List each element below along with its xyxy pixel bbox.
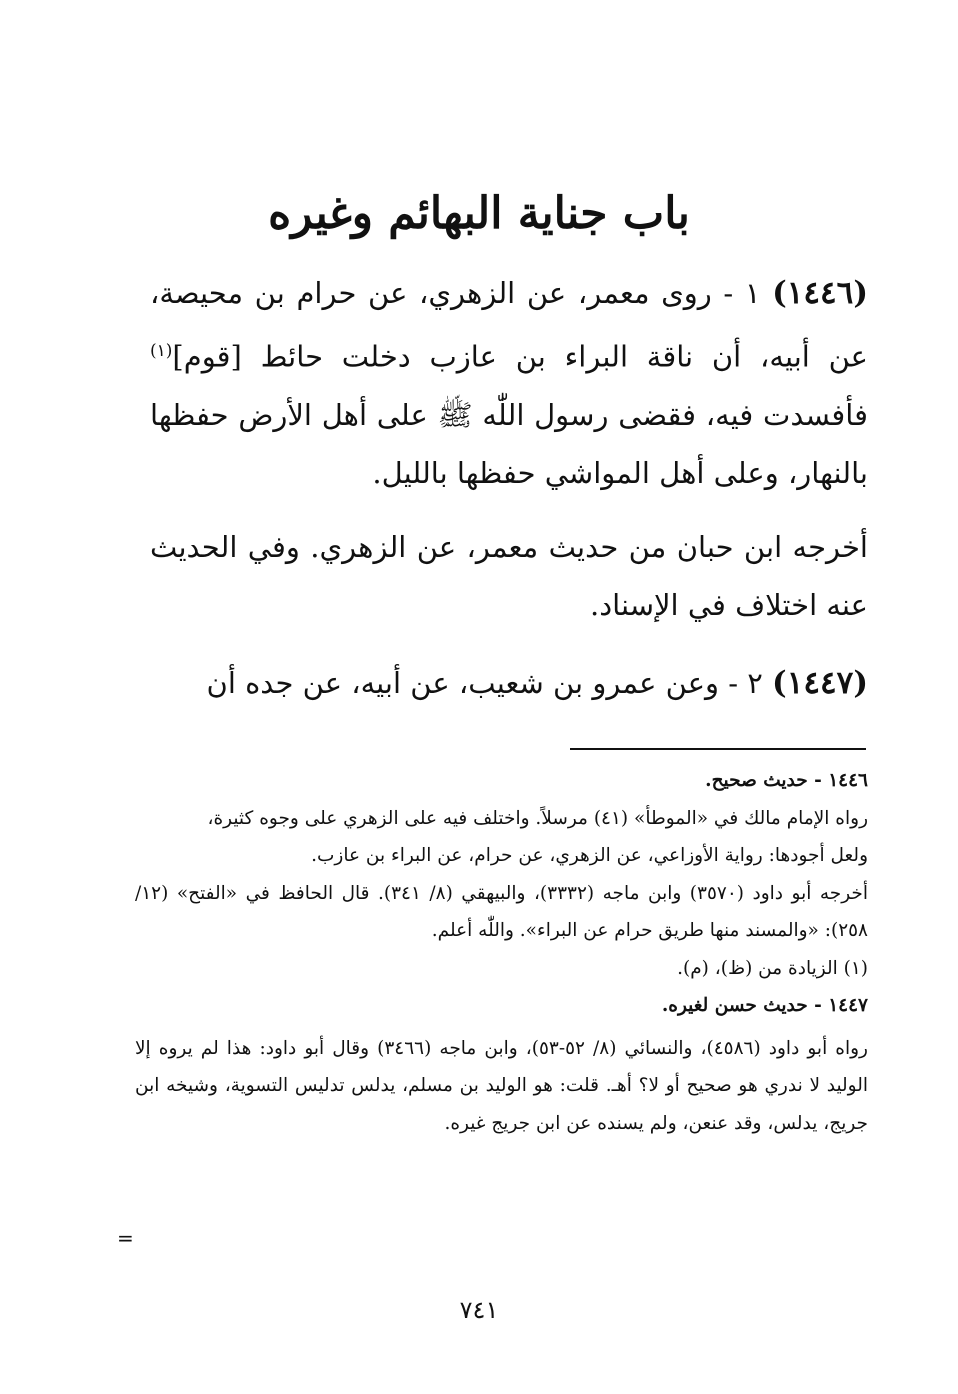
- chapter-title: باب جناية البهائم وغيره: [268, 188, 690, 239]
- hadith-number: (١٤٤٧): [772, 665, 868, 701]
- hadith-text: ١ - روى معمر، عن الزهري، عن حرام بن محيصة، عن أبيه، أن ناقة البراء بن عازب دخلت حائط [قوم]: [150, 276, 868, 374]
- page-number: ٧٤١: [459, 1296, 499, 1324]
- footnote-separator: [570, 748, 866, 750]
- footnote-1446-line: رواه الإمام مالك في «الموطأ» (٤١) مرسلاً. واختلف فيه على الزهري على وجوه كثيرة،: [207, 807, 868, 829]
- commentary-paragraph: أخرجه ابن حبان من حديث معمر، عن الزهري. وفي الحديث عنه اختلاف في الإسناد.: [150, 530, 868, 622]
- footnote-1446-line: أخرجه أبو داود (٣٥٧٠) وابن ماجه (٣٣٣٢)، والبيهقي (٨/ ٣٤١). قال الحافظ في «الفتح» (١٢/ ٢٥٨): «والمسند منها طريق حرام عن البراء». واللّٰه أعلم.: [135, 882, 868, 941]
- footnotes: [135, 762, 868, 1142]
- footnote-1447-heading: ١٤٤٧ - حديث حسن لغيره.: [661, 995, 868, 1016]
- footnote-1447-text: رواه أبو داود (٤٥٨٦)، والنسائي (٨/ ٥٢-٥٣)، وابن ماجه (٣٤٦٦) وقال أبو داود: هذا لم يروه إلا الوليد لا ندري هو صحيح أو لا؟ أهـ. قلت: هو الوليد بن مسلم، يدلس تدليس التسوية، وشيخه ابن جريج، يدلس، وقد عنعن، ولم يسنده عن ابن جريج غيره.: [135, 1037, 868, 1134]
- continuation-mark: =: [117, 1226, 134, 1250]
- hadith-text: ٢ - وعن عمرو بن شعيب، عن أبيه، عن جده أن: [206, 666, 773, 700]
- footnote-ref-1: (١) الزيادة من (ظ)، (م).: [677, 957, 868, 979]
- hadith-1446: [150, 264, 868, 502]
- footnote-1446-line: ولعل أجودها: رواية الأوزاعي، عن الزهري، عن حرام، عن البراء بن عازب.: [311, 845, 868, 866]
- footnote-ref: (١): [150, 341, 173, 361]
- footnote-1446-heading: ١٤٤٦ - حديث صحيح.: [705, 770, 868, 791]
- hadith-1447: [150, 654, 868, 712]
- hadith-number: (١٤٤٦): [772, 275, 869, 311]
- hadith-text-continued: فأفسدت فيه، فقضى رسول اللّٰه ﷺ على أهل الأرض حفظها بالنهار، وعلى أهل المواشي حفظها بالليل.: [150, 397, 868, 490]
